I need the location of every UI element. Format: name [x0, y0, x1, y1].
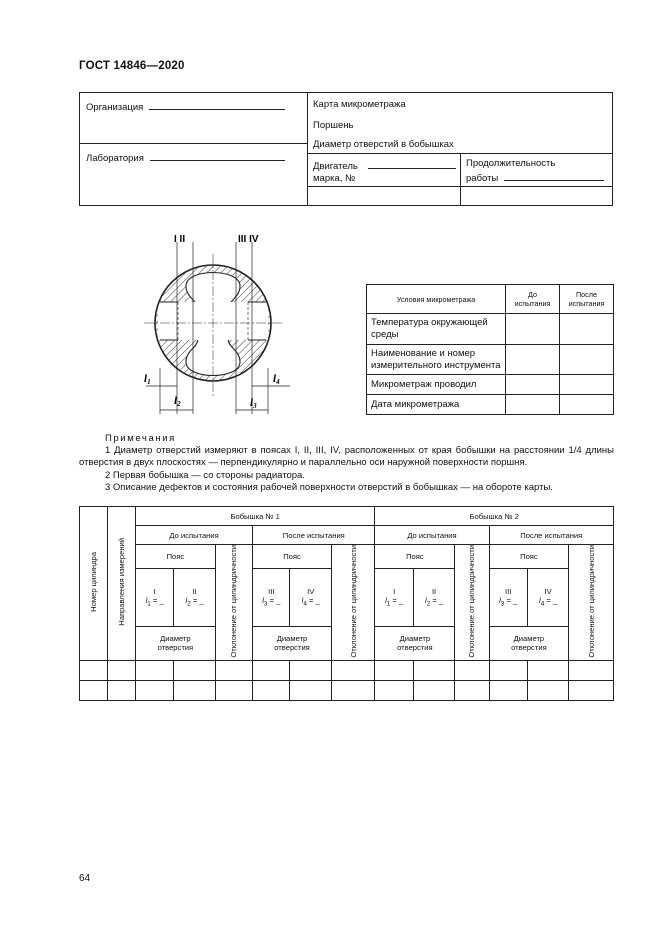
condition-row: Наименование и номер измерительного инструмента	[367, 345, 506, 375]
diameter-header: Диаметр отверстия	[135, 626, 215, 660]
table-row	[80, 680, 614, 700]
engine-line	[368, 158, 456, 169]
col-after: После испытания	[560, 285, 614, 314]
condition-row: Дата микрометража	[367, 395, 506, 415]
belt-IV: IV $l_4$ = _	[527, 568, 568, 626]
boss-section-figure	[138, 228, 298, 422]
diameter-header: Диаметр отверстия	[375, 626, 455, 660]
page-number: 64	[79, 873, 91, 884]
belt-I: I $l_1$ = _	[375, 568, 413, 626]
measurement-table	[79, 506, 614, 701]
note-item: 1 Диаметр отверстий измеряют в поясах I, II, III, IV, расположенных от края бобышки на расстоянии 1/4 длины отверстия в двух плоскостях — перпендикулярно и параллельно оси наружной поверхности поршня.	[79, 445, 614, 469]
deviation-header: Отклонение от цилиндричности	[331, 545, 375, 661]
notes-heading: Примечания	[105, 433, 176, 444]
condition-row: Микрометраж проводил	[367, 375, 506, 395]
laboratory-field: Лаборатория	[86, 150, 285, 164]
conditions-table	[366, 284, 614, 415]
diameter-header: Диаметр отверстия	[253, 626, 332, 660]
after-test-header: После испытания	[253, 526, 375, 545]
condition-row: Температура окружающей среды	[367, 314, 506, 345]
part-name: Поршень	[313, 120, 354, 131]
direction-header: Направления измерений	[107, 507, 135, 661]
notes-block	[79, 433, 614, 494]
label-l1: l1	[144, 373, 151, 386]
boss2-header: Бобышка № 2	[375, 507, 614, 526]
form-left-rule	[80, 143, 307, 144]
after-test-header: После испытания	[489, 526, 614, 545]
diameter-header: Диаметр отверстия	[489, 626, 569, 660]
belt-header: Пояс	[253, 545, 332, 569]
card-header-form	[79, 92, 613, 206]
belt-header: Пояс	[375, 545, 455, 569]
before-test-header: До испытания	[135, 526, 252, 545]
note-item: 3 Описание дефектов и состояния рабочей поверхности отверстий в бобышках — на обороте карты.	[105, 481, 553, 493]
document-title: ГОСТ 14846—2020	[79, 60, 185, 72]
col-before: До испытания	[506, 285, 560, 314]
belt-III: III $l_3$ = _	[253, 568, 290, 626]
form-divider	[307, 93, 308, 205]
duration-line	[504, 170, 604, 181]
label-l3: l3	[250, 397, 257, 410]
belt-header: Пояс	[135, 545, 215, 569]
duration-field: Продолжительность работы	[466, 158, 604, 185]
belt-II: II $l_2$ = _	[413, 568, 454, 626]
col-condition: Условия микрометража	[367, 285, 506, 314]
cylinder-number-header: Номер цилиндра	[80, 507, 108, 661]
note-item: 2 Первая бобышка — со стороны радиатора.	[105, 469, 305, 481]
subject-name: Диаметр отверстий в бобышках	[313, 139, 454, 150]
deviation-header: Отклонение от цилиндричности	[215, 545, 252, 661]
laboratory-line	[150, 150, 285, 161]
engine-field: Двигатель марка, №	[313, 158, 456, 185]
before-test-header: До испытания	[375, 526, 489, 545]
roman-right: III IV	[238, 234, 259, 245]
belt-III: III $l_3$ = _	[489, 568, 527, 626]
label-l2: l2	[174, 395, 181, 408]
belt-II: II $l_2$ = _	[174, 568, 215, 626]
deviation-header: Отклонение от цилиндричности	[455, 545, 489, 661]
organization-line	[149, 99, 285, 110]
form-right-divider	[460, 153, 461, 205]
boss1-header: Бобышка № 1	[135, 507, 375, 526]
deviation-header: Отклонение от цилиндричности	[569, 545, 614, 661]
belt-I: I $l_1$ = _	[135, 568, 173, 626]
card-title: Карта микрометража	[313, 99, 406, 110]
roman-left: I II	[174, 234, 186, 245]
organization-field: Организация	[86, 99, 285, 113]
belt-IV: IV $l_4$ = _	[290, 568, 331, 626]
label-l4: l4	[273, 373, 280, 386]
belt-header: Пояс	[489, 545, 569, 569]
table-row	[80, 660, 614, 680]
